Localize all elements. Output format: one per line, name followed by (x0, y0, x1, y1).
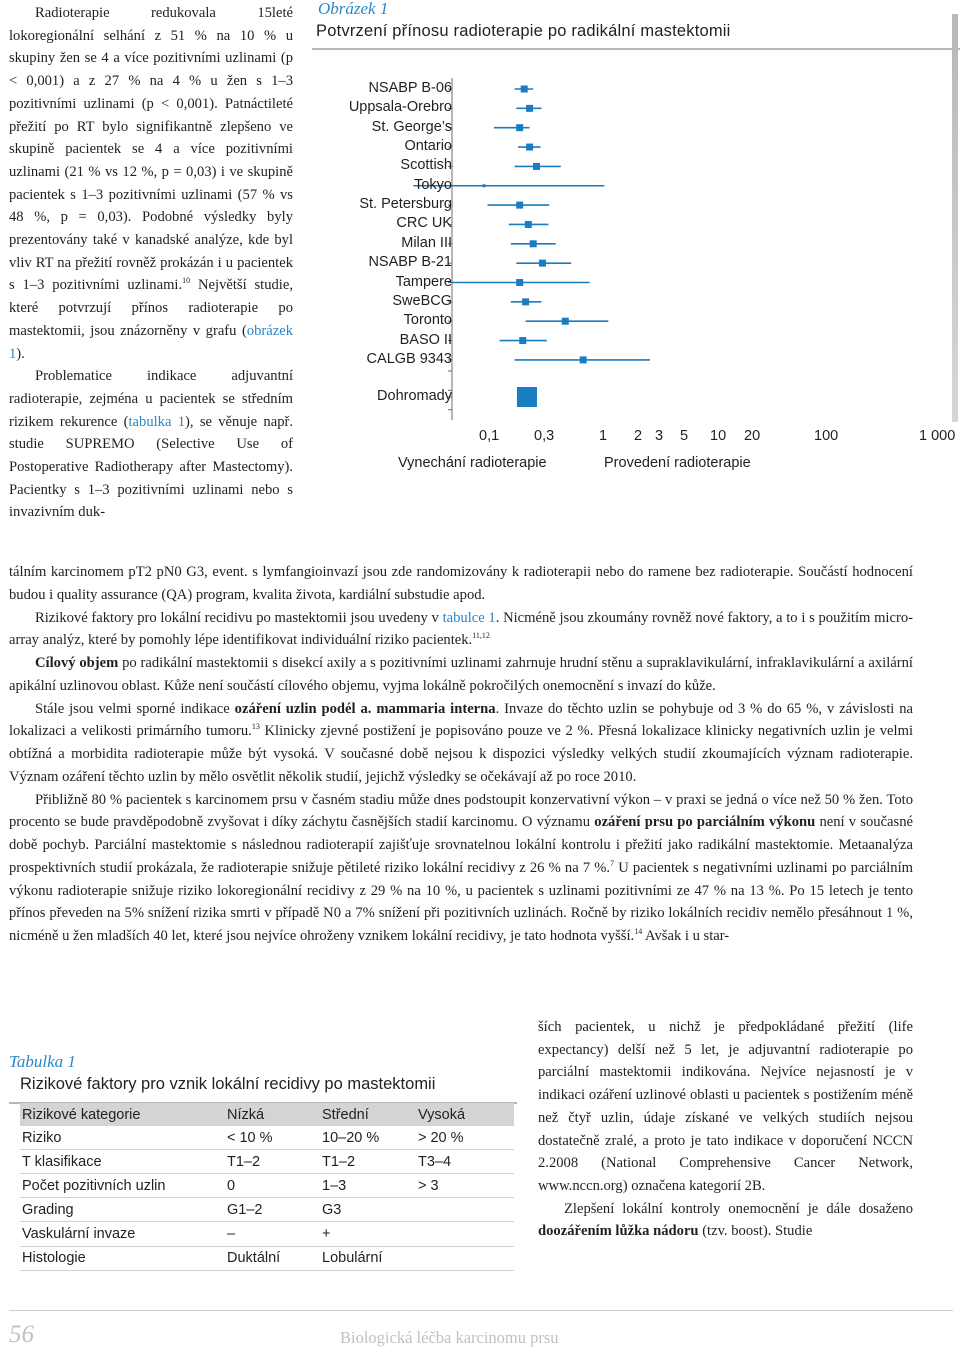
main-body-text (9, 561, 913, 948)
study-label: SweBCG (392, 292, 452, 309)
running-title: Biologická léčba karcinomu prsu (340, 1328, 559, 1347)
text-run: U pacientek s negativními uzlinami po parciálním výkonu radioterapie snižuje riziko lokoregionální recidivy z 29 % na 10 %, u pacientek s uzlinami pozitivními ze 47 % na 13 %. Po 15 letech je tento přínos převeden na 5% snížení rizika smrti v případě N0 a 7% snížení při pozitivních uzlinách. Ročně by riziko lokálních recidiv nemělo přesáhnout 1 %, nicméně u žen mladších 40 let, které jsou nejvíce ohroženy vznikem lokální recidivy, je tato hodnota vyšší. (9, 859, 913, 944)
effect-estimate-marker (525, 221, 532, 228)
page-number: 56 (9, 1321, 34, 1348)
study-label: NSABP B-06 (368, 80, 452, 96)
paragraph (538, 1016, 913, 1198)
figure-title: Potvrzení přínosu radioterapie po radikální mastektomii (316, 22, 731, 40)
table-cell: Riziko (20, 1126, 225, 1150)
study-label: Tampere (395, 273, 452, 290)
text-run: ). (16, 345, 25, 362)
table-reference-link[interactable]: tabulka 1 (128, 413, 186, 430)
table-cell: Počet pozitivních uzlin (20, 1174, 225, 1198)
table-cell: Rizikové kategorie (20, 1103, 225, 1126)
table-cell: Lobulární (320, 1246, 416, 1270)
text-run: po radikální mastektomii s disekcí axily a s pozitivními uzlinami zahrnuje hrudní stěnu a supraklavikulární, infraklavikulární a axilární apikální uzlinovou oblast. Kůže není součástí cílového objemu, vyjma lokálně pokročilých onemocnění s invazí do kůže. (9, 655, 913, 694)
effect-estimate-marker (526, 105, 533, 112)
figure-reference-link[interactable]: obrázek 1 (9, 322, 293, 362)
table-title: Rizikové faktory pro vznik lokální recidivy po mastektomii (20, 1075, 436, 1093)
text-run: není v současné době pochyb. Parciální mastektomie s následnou radioterapií zajišťuje srovnatelnou lokální kontrolu i přežití jako radikální mastektomie. Metaanalýza prospektivních studií prokázala, že radioterapie snižuje pětileté riziko lokální recidivy z 26 % na 7 %. (9, 814, 913, 876)
text-run: (tzv. boost). Studie (698, 1223, 813, 1240)
table-cell: T3–4 (416, 1150, 514, 1174)
x-tick-label: 5 (680, 428, 689, 444)
text-run: Největší studie, které potvrzují přínos radioterapie po mastektomii, jsou znázorněny v grafu ( (9, 277, 293, 339)
overall-estimate-marker (517, 387, 537, 407)
x-tick-label: 0,3 (534, 428, 555, 444)
paragraph (9, 607, 913, 653)
table-cell: G3 (320, 1198, 416, 1222)
study-label: CALGB 9343 (366, 350, 452, 367)
overall-label: Dohromady (377, 388, 452, 404)
paragraph (9, 561, 913, 607)
effect-estimate-marker (521, 86, 528, 93)
table-cell: G1–2 (225, 1198, 320, 1222)
text-run: Problematice indikace adjuvantní radioterapie, zejména u pacientek se středním rizikem rekurence ( (9, 368, 293, 430)
table-cell: Vysoká (416, 1103, 514, 1126)
x-tick-label: 3 (655, 428, 664, 444)
text-run: tálním karcinomem pT2 pN0 G3, event. s lymfangioinvazí jsou zde randomizovány k radioterapii nebo do ramene bez radioterapie. Součástí hodnocení budou i quality assurance (QA) program, kvalita života, kardiální substudie apod. (9, 564, 913, 603)
table-cell: Vaskulární invaze (20, 1222, 225, 1246)
text-run: Zlepšení lokální kontroly onemocnění je dále dosaženo (564, 1200, 913, 1217)
study-label: BASO II (399, 331, 452, 348)
effect-estimate-marker (482, 184, 485, 187)
reference-superscript: 10 (182, 276, 191, 286)
effect-estimate-marker (526, 144, 533, 151)
text-run: Stále jsou velmi sporné indikace (35, 700, 235, 717)
table-cell: T1–2 (320, 1150, 416, 1174)
paragraph (9, 789, 913, 948)
paragraph (9, 2, 293, 365)
table-cell: + (320, 1222, 416, 1246)
table-cell: 1–3 (320, 1174, 416, 1198)
figure-label: Obrázek 1 (318, 0, 389, 18)
bold-term: ozáření uzlin podél a. mammaria interna (234, 700, 496, 717)
text-run: . Nicméně jsou zkoumány rovněž nové faktory, a to i s použitím micro-array analýz, které by pomohly lépe identifikovat individuální riziko pacientek. (9, 609, 913, 649)
table-header-row (20, 1103, 514, 1126)
bold-term: Cílový objem (35, 655, 119, 671)
effect-estimate-marker (580, 356, 587, 363)
x-tick-label: 1 (599, 428, 608, 444)
study-label: Uppsala-Orebro (348, 99, 452, 116)
table-cell: > 20 % (416, 1126, 514, 1150)
paragraph (9, 365, 293, 524)
table-cell: > 3 (416, 1174, 514, 1198)
paragraph (538, 1198, 913, 1243)
study-label: Scottish (400, 157, 452, 174)
table-cell: Střední (320, 1103, 416, 1126)
study-label: Tokyo (414, 176, 452, 193)
effect-estimate-marker (516, 124, 523, 131)
table-cell: Duktální (225, 1246, 320, 1270)
table-cell: Grading (20, 1198, 225, 1222)
study-label: NSABP B-21 (368, 254, 452, 271)
x-tick-label: 2 (634, 428, 643, 444)
study-label: St. Petersburg (359, 196, 452, 213)
figure-forest-plot (312, 0, 960, 490)
effect-estimate-marker (539, 260, 546, 267)
table-row (20, 1198, 514, 1222)
study-label: Toronto (403, 312, 452, 329)
effect-estimate-marker (516, 279, 523, 286)
text-run: ), se věnuje např. studie SUPREMO (Selective Use of Postoperative Radiotherapy after Mastectomy). Pacientky s 1–3 pozitivními uzlinami nebo s invazivním duk- (9, 413, 293, 521)
axis-caption-right: Provedení radioterapie (604, 455, 751, 471)
left-column-text (9, 2, 293, 524)
effect-estimate-marker (522, 298, 529, 305)
reference-superscript: 14 (634, 927, 643, 937)
text-run: Avšak i u star- (642, 928, 730, 944)
table-cell: 10–20 % (320, 1126, 416, 1150)
effect-estimate-marker (533, 163, 540, 170)
study-label: CRC UK (396, 215, 452, 232)
study-label: Ontario (404, 138, 452, 155)
bold-term: doozářením lůžka nádoru (538, 1223, 699, 1240)
table-cell: 0 (225, 1174, 320, 1198)
effect-estimate-marker (562, 318, 569, 325)
text-run: . Invaze do těchto uzlin se pohybuje od 3 % do 65 %, v závislosti na lokalizaci a velikosti primárního tumoru. (9, 700, 913, 740)
risk-factors-table (20, 1103, 514, 1271)
study-label: Milan III (401, 234, 452, 251)
reference-superscript: 13 (251, 722, 260, 732)
paragraph (9, 698, 913, 789)
table-cell (416, 1246, 514, 1270)
table-reference-link[interactable]: tabulce 1 (442, 609, 496, 626)
x-tick-label: 1 000 (919, 428, 956, 444)
table-cell: Nízká (225, 1103, 320, 1126)
table-cell: T klasifikace (20, 1150, 225, 1174)
footer-rule (9, 1310, 953, 1311)
effect-estimate-marker (516, 202, 523, 209)
axis-caption-left: Vynechání radioterapie (398, 455, 547, 471)
text-run: Přibližně 80 % pacientek s karcinomem prsu v časném stadiu může dnes podstoupit konzervativní výkon – v praxi se jedná o více než 50 % žen. Toto procento se bude pravděpodobně zvyšovat i díky záchytu časnějších stadií karcinomu. O významu (9, 791, 913, 831)
study-label: St. George’s (371, 118, 452, 135)
x-tick-label: 0,1 (479, 428, 500, 444)
x-tick-label: 20 (744, 428, 761, 444)
text-run: Radioterapie redukovala 15leté lokoregionální selhání z 51 % na 10 % u skupiny žen se 4 a více pozitivními uzlinami (p < 0,001) a z 27 % na 4 % u žen s 1–3 pozitivními uzlinami (p < 0,001). Patnáctileté přežití po RT bylo signifikantně zlepšeno ve skupině pacientek se 4 a více pozitivními uzlinami (21 % vs 12 %, p = 0,03) i ve skupině pacientek s 1–3 pozitivními uzlinami (57 % vs 48 %, p = 0,03). Podobné výsledky byly prezentovány také v kanadské analýze, kde byl vliv RT na přežití rovněž prokázán i u pacientek s 1–3 pozitivními uzlinami. (9, 5, 293, 294)
table-cell: Histologie (20, 1246, 225, 1270)
table-cell: – (225, 1222, 320, 1246)
reference-superscript: 11,12 (472, 631, 490, 641)
table-row (20, 1126, 514, 1150)
table-row (20, 1174, 514, 1198)
text-run: Rizikové faktory pro lokální recidivu po mastektomii jsou uvedeny v (35, 609, 443, 626)
reference-superscript: 7 (610, 858, 615, 868)
paragraph (9, 652, 913, 698)
table-cell: T1–2 (225, 1150, 320, 1174)
table-cell (416, 1222, 514, 1246)
table-cell: < 10 % (225, 1126, 320, 1150)
text-run: ších pacientek, u nichž je předpokládané přežití (life expectancy) delší než 5 let, je adjuvantní radioterapie po parciální mastektomii indikována. Nejvíce nejasností je v indikaci ozáření uzlinové oblasti u pacientek s postižením méně než čtyř uzlin, údaje získané ve velkých studiích nejsou dostatečně zralé, a proto je tato indikace v doporučení NCCN 2.2008 (National Comprehensive Cancer Network, www.nccn.org) označena kategorií 2B. (538, 1019, 913, 1194)
text-run: Klinicky zjevné postižení je popisováno pouze ve 2 %. Přesná lokalizace klinicky negativních uzlin je velmi obtížná a morbidita radioterapie může být vysoká. V současné době nejsou k dispozici výsledky velkých studií zkoumajících význam radioterapie. Význam ozáření těchto uzlin by mělo osvětlit několik studií, jejichž výsledky se očekávají až po roce 2010. (9, 723, 913, 785)
effect-estimate-marker (530, 240, 537, 247)
x-tick-label: 10 (710, 428, 727, 444)
table-cell (416, 1198, 514, 1222)
effect-estimate-marker (519, 337, 526, 344)
table-label: Tabulka 1 (9, 1052, 76, 1071)
table-row (20, 1246, 514, 1270)
bold-term: ozáření prsu po parciálním výkonu (594, 814, 816, 831)
right-column-text (538, 1016, 913, 1243)
x-tick-label: 100 (814, 428, 839, 444)
table-row (20, 1222, 514, 1246)
table-row (20, 1150, 514, 1174)
